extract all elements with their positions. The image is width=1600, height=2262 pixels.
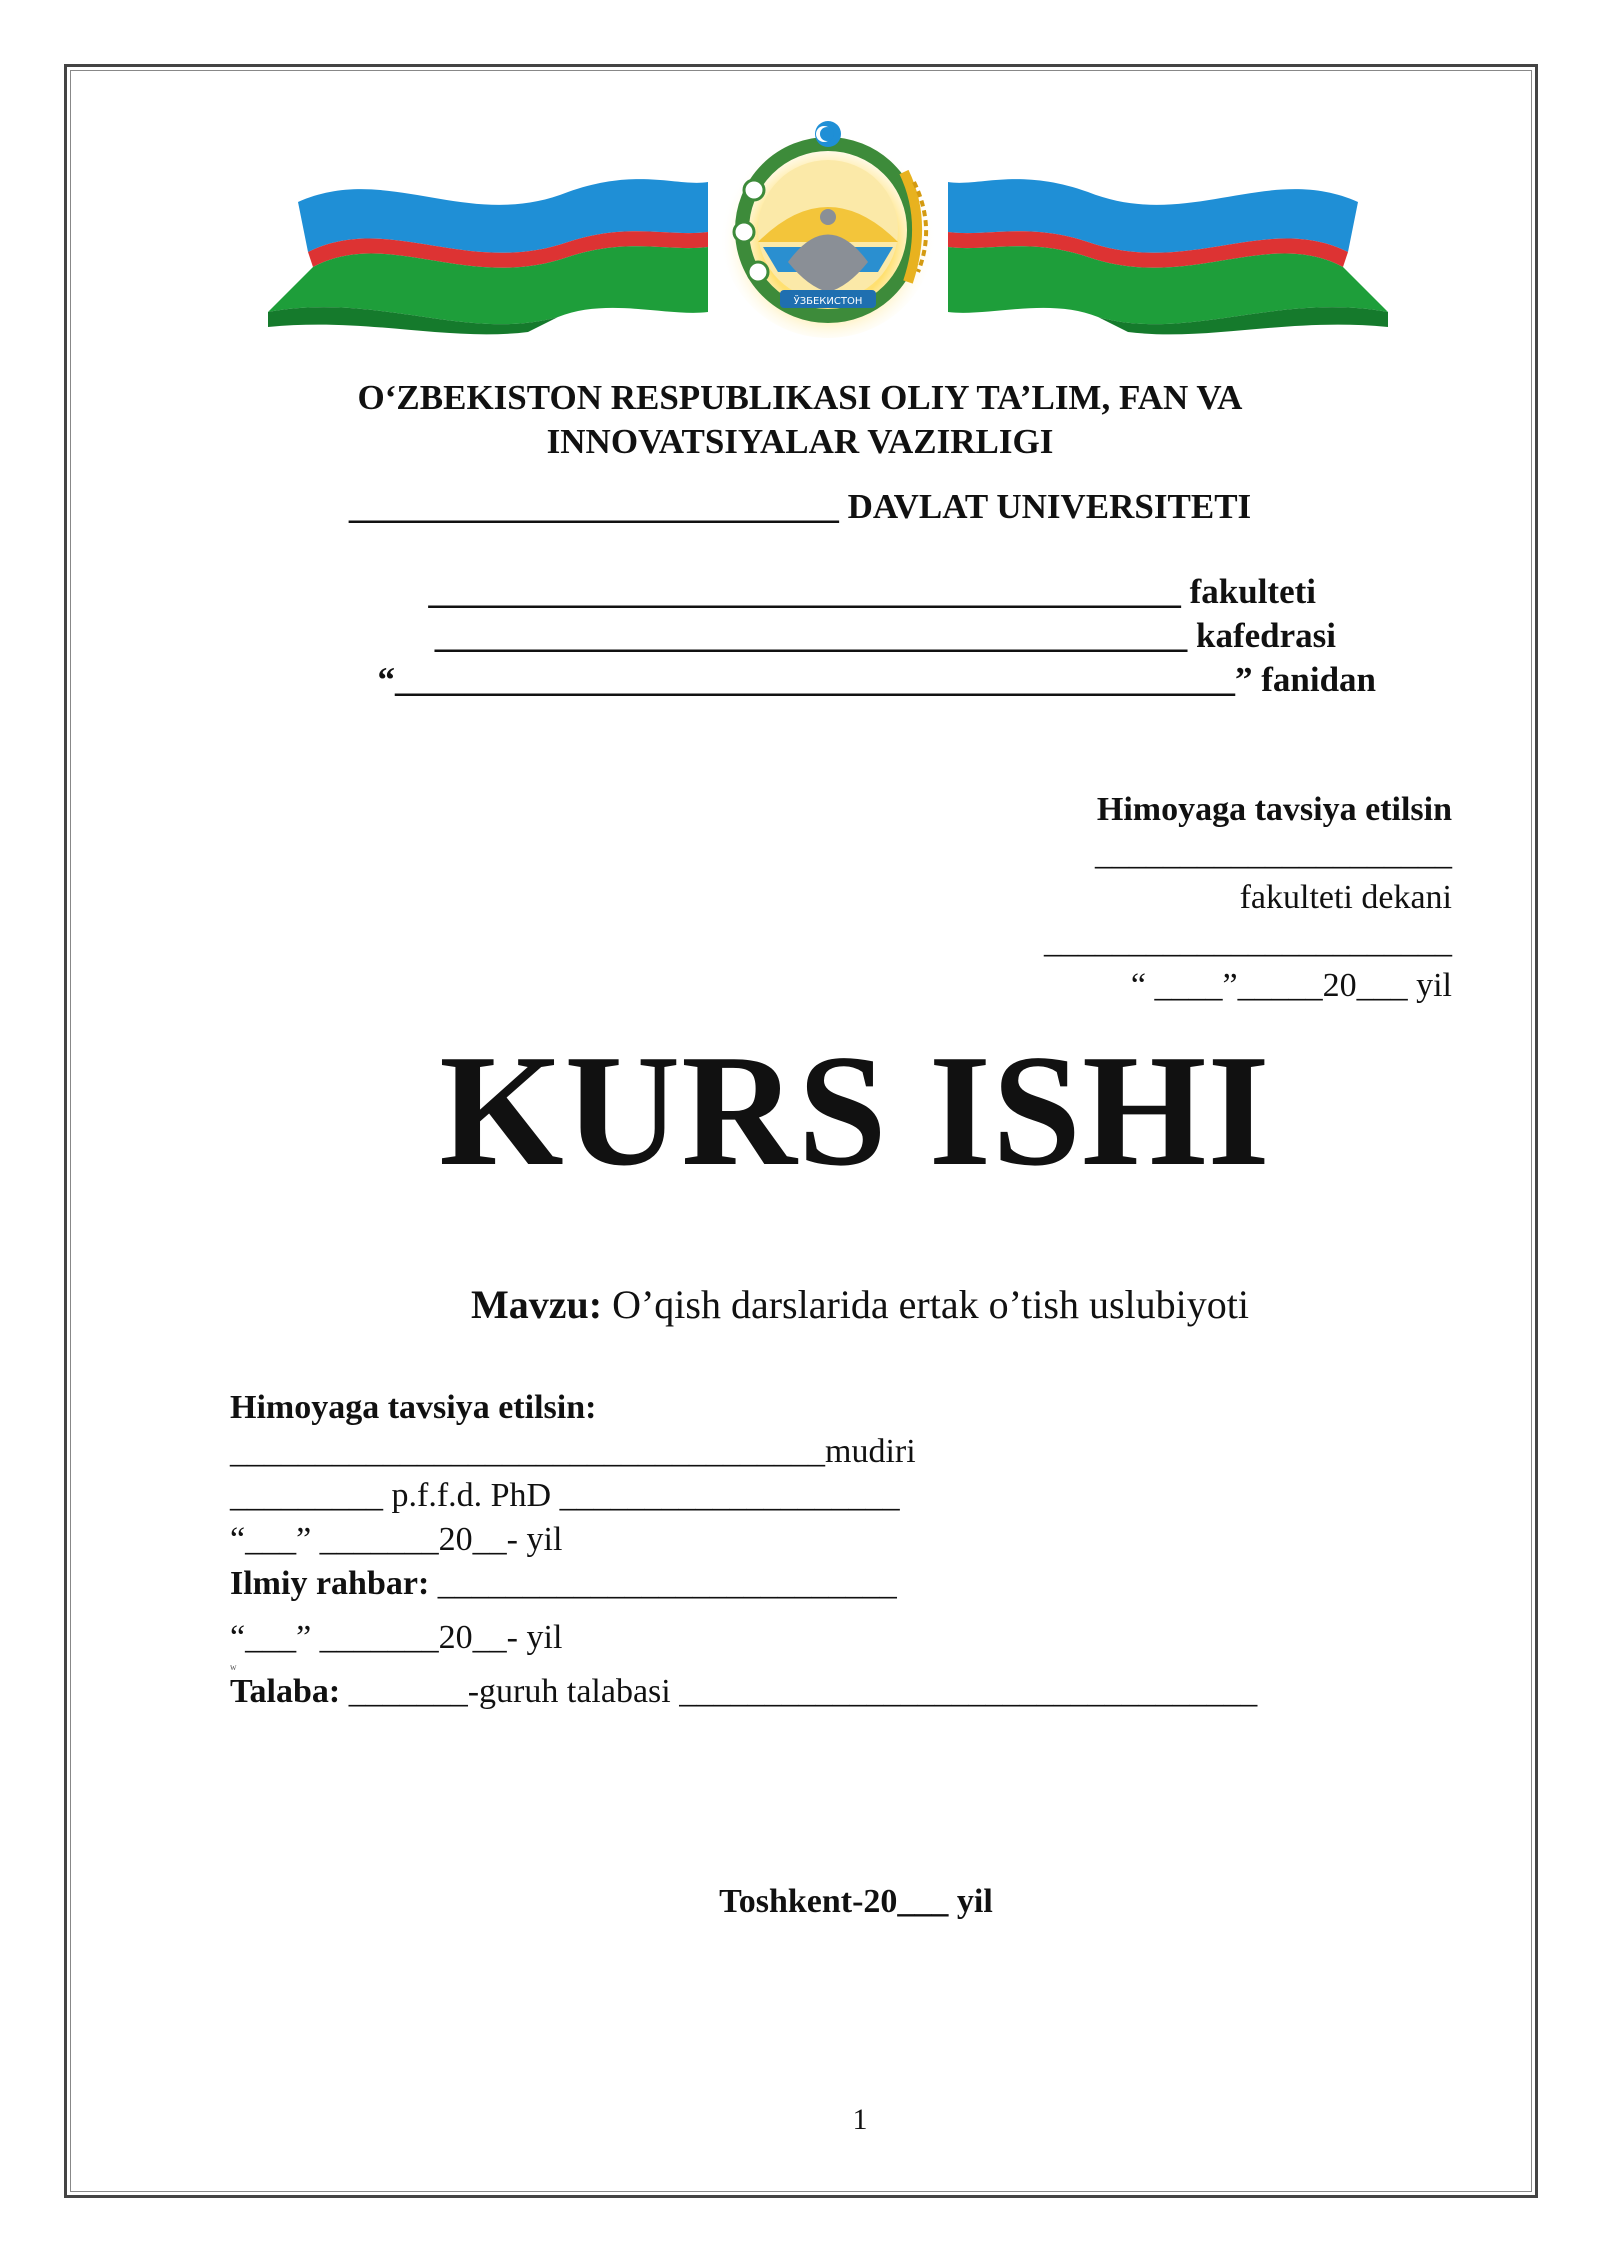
- document-title: KURS ISHI: [439, 1021, 1271, 1199]
- department-line: ___________________________________________ kafedrasi: [434, 616, 1336, 655]
- tiny-mark: w: [230, 1662, 237, 1672]
- dean-label: fakulteti dekani: [1239, 879, 1452, 916]
- degree-line: _________ p.f.f.d. PhD ____________________: [230, 1477, 900, 1514]
- advisor-blank: ___________________________: [437, 1565, 897, 1602]
- student-blank: _______-guruh talabasi __________________________________: [348, 1673, 1258, 1710]
- approval-signature-line: _____________________: [1095, 835, 1452, 872]
- city-year: Toshkent-20___ yil: [719, 1883, 993, 1920]
- faculty-line: ___________________________________________ fakulteti: [428, 572, 1316, 611]
- advisor-label: Ilmiy rahbar:: [230, 1565, 430, 1602]
- emblem-icon: [268, 112, 1388, 342]
- topic-value: O’qish darslarida ertak o’tish uslubiyoti: [612, 1282, 1249, 1327]
- approval-date-2: “___” _______20__- yil: [230, 1619, 563, 1656]
- page-number: 1: [852, 2103, 868, 2136]
- subject-line: “________________________________________________” fanidan: [377, 660, 1376, 699]
- topic-line: [0, 1280, 1600, 1330]
- department-head-line: ___________________________________mudiri: [230, 1433, 916, 1470]
- approval-date-top: “ ____”_____20___ yil: [1130, 967, 1452, 1004]
- university-line: ____________________________ DAVLAT UNIVERSITETI: [348, 487, 1252, 526]
- approval-title-top: Himoyaga tavsiya etilsin: [1096, 791, 1452, 828]
- dean-name-line: ________________________: [1044, 923, 1452, 960]
- topic-label: Mavzu:: [470, 1282, 603, 1327]
- ministry-line-1: O‘ZBEKISTON RESPUBLIKASI OLIY TA’LIM, FAN VA: [357, 378, 1243, 417]
- state-emblem-flag-image: [268, 112, 1388, 342]
- student-line: [230, 1670, 1257, 1714]
- approval-date-1: “___” _______20__- yil: [230, 1521, 563, 1558]
- ministry-line-2: INNOVATSIYALAR VAZIRLIGI: [546, 422, 1054, 461]
- advisor-line: [230, 1562, 897, 1606]
- approval-title-bottom: Himoyaga tavsiya etilsin:: [230, 1389, 597, 1426]
- svg-text:ЎЗБЕКИСТОН: ЎЗБЕКИСТОН: [793, 296, 863, 307]
- student-label: Talaba:: [230, 1673, 341, 1710]
